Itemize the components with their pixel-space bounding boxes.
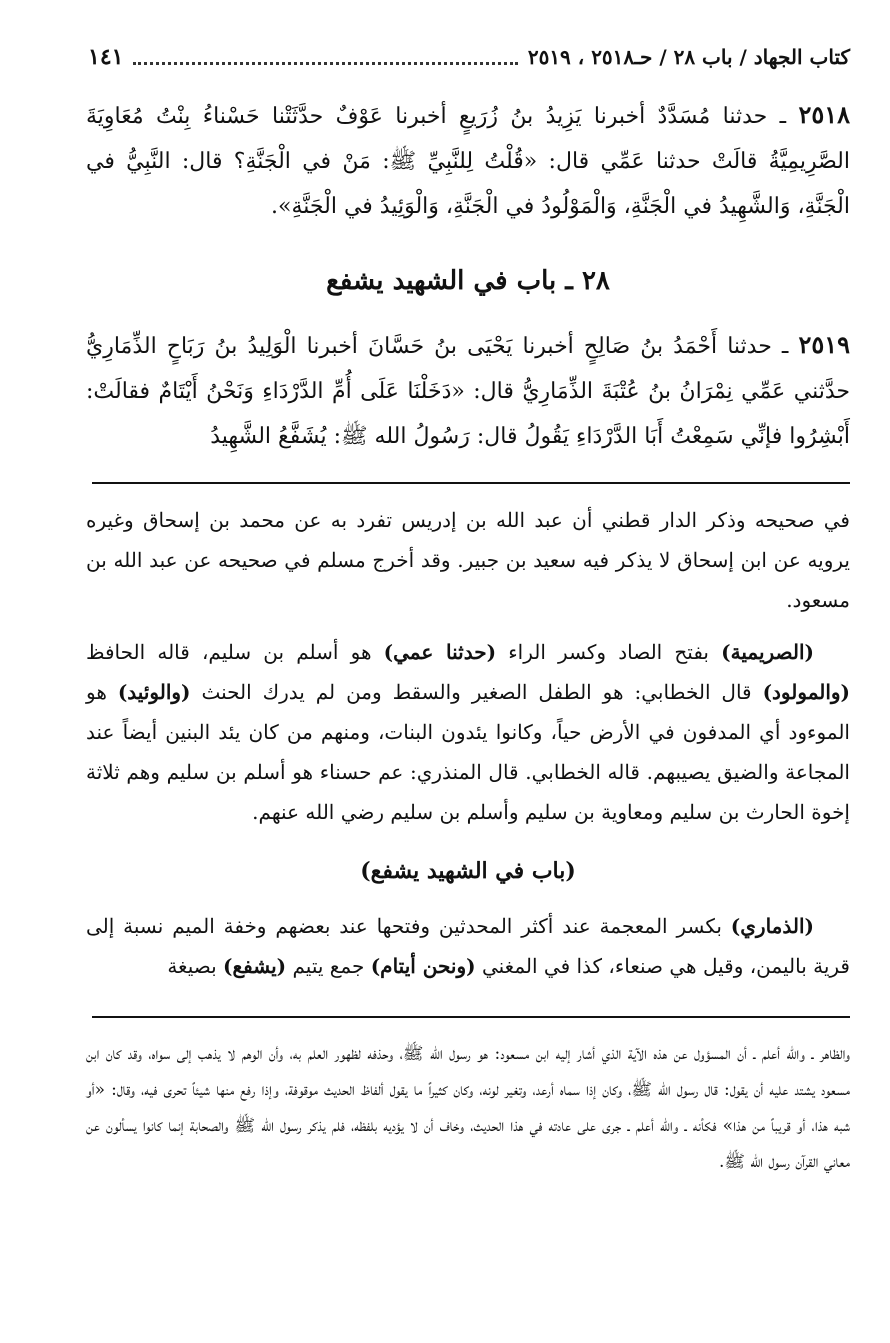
text-divider bbox=[92, 482, 850, 484]
commentary-paragraph: (الذماري) بكسر المعجمة عند أكثر المحدثين وفتحها عند بعضهم وخفة الميم نسبة إلى قرية باليمن، وقيل هي صنعاء، كذا في المغني (ونحن أيتام) جمع يتيم (يشفع) بصيغة bbox=[86, 914, 850, 978]
hadith-2518 bbox=[86, 92, 850, 229]
commentary-term: (والوئيد) bbox=[117, 680, 191, 704]
commentary-continued bbox=[86, 906, 850, 998]
commentary-term: (حدثنا عمي) bbox=[383, 640, 497, 664]
running-header bbox=[88, 40, 850, 74]
hadith-text: ـ حدثنا مُسَدَّدٌ أخبرنا يَزِيدُ بنُ زُرَيعٍ أخبرنا عَوْفٌ حدَّثَتْنا حَسْناءُ بِنْتُ مُعَاوِيَةَ الصَّرِيمِيَّةُ قالَتْ حدثنا عَمِّي قال: «قُلْتُ لِلنَّبِيِّ ﷺ: مَنْ في الْجَنَّةِ؟ قال: النَّبِيُّ في الْجَنَّةِ، وَالشَّهِيدُ في الْجَنَّةِ، وَالْمَوْلُودُ في الْجَنَّةِ، وَالْوَئِيدُ في الْجَنَّةِ». bbox=[86, 104, 850, 219]
commentary bbox=[86, 500, 850, 844]
hadith-2519 bbox=[86, 322, 850, 459]
footnote: والظاهر ـ والله أعلم ـ أن المسؤول عن هذه الآية الذي أشار إليه ابن مسعود: هو رسول الله ﷺ، وحذفه لظهور العلم به، وأن الوهم لا يذهب إلى سواه، وقد كان ابن مسعود يشتد عليه أن يقول: قال رسول الله ﷺ، وكان إذا سماه أرعد، وتغير لونه، وكان كثيراً ما يقول ألفاظ الحديث موقوفة، وإذا رفع منها شيئاً تحرى فيه، وقال: «أو شبه هذا، أو قريباً من هذا» فكأنه ـ والله أعلم ـ جرى على عادته في هذا الحديث، وخاف أن لا يؤديه بلفظه، فلم يذكر رسول الله ﷺ والصحابة إنما كانوا يسألون عن معاني القرآن رسول الله ﷺ. bbox=[86, 1044, 850, 1172]
commentary-term: (الصريمية) bbox=[721, 640, 815, 664]
hadith-text: ـ حدثنا أَحْمَدُ بنُ صَالِحٍ أخبرنا يَحْيَى بنُ حَسَّانَ أخبرنا الْوَلِيدُ بنُ رَبَاحٍ الذِّمَارِيُّ حدَّثني عَمِّي نِمْرَانُ بنُ عُتْبَةَ الذِّمَارِيُّ قال: «دَخَلْنَا عَلَى أُمِّ الدَّرْدَاءِ وَنَحْنُ أَيْتَامٌ فقالَتْ: أَبْشِرُوا فإنِّي سَمِعْتُ أَبَا الدَّرْدَاءِ يَقُولُ قال: رَسُولُ الله ﷺ: يُشَفَّعُ الشَّهِيدُ bbox=[86, 334, 850, 449]
commentary-term: (ونحن أيتام) bbox=[370, 954, 476, 978]
dotted-leader bbox=[133, 62, 517, 65]
page-number: ١٤١ bbox=[88, 44, 124, 70]
footnote-divider bbox=[92, 1016, 850, 1018]
chapter-title: ٢٨ ـ باب في الشهيد يشفع bbox=[326, 266, 610, 296]
hadith-number: ٢٥١٨ bbox=[798, 100, 850, 129]
section-title: (باب في الشهيد يشفع) bbox=[360, 858, 576, 884]
running-header-title: كتاب الجهاد / باب ٢٨ / حـ٢٥١٨ ، ٢٥١٩ bbox=[527, 45, 850, 69]
hadith-number: ٢٥١٩ bbox=[798, 330, 850, 359]
commentary-term: (يشفع) bbox=[223, 954, 287, 978]
commentary-paragraph: (الصريمية) بفتح الصاد وكسر الراء (حدثنا عمي) هو أسلم بن سليم، قاله الحافظ (والمولود) قال الخطابي: هو الطفل الصغير والسقط ومن لم يدرك الحنث (والوئيد) هو الموءود أي المدفون في الأرض حياً، وكانوا يئدون البنات، ومنهم من كان يئد البنين أيضاً عند المجاعة والضيق يصيبهم. قاله الخطابي. قال المنذري: عم حسناء هو أسلم بن سليم وهم ثلاثة إخوة الحارث بن سليم ومعاوية بن سليم وأسلم بن سليم رضي الله عنهم. bbox=[86, 640, 851, 824]
commentary-paragraph: في صحيحه وذكر الدار قطني أن عبد الله بن إدريس تفرد به عن محمد بن إسحاق وغيره يرويه عن ابن إسحاق لا يذكر فيه سعيد بن جبير. وقد أخرج مسلم في صحيحه عن عبد الله بن مسعود. bbox=[86, 508, 850, 612]
commentary-term: (الذماري) bbox=[730, 914, 814, 938]
commentary-term: (والمولود) bbox=[762, 680, 851, 704]
